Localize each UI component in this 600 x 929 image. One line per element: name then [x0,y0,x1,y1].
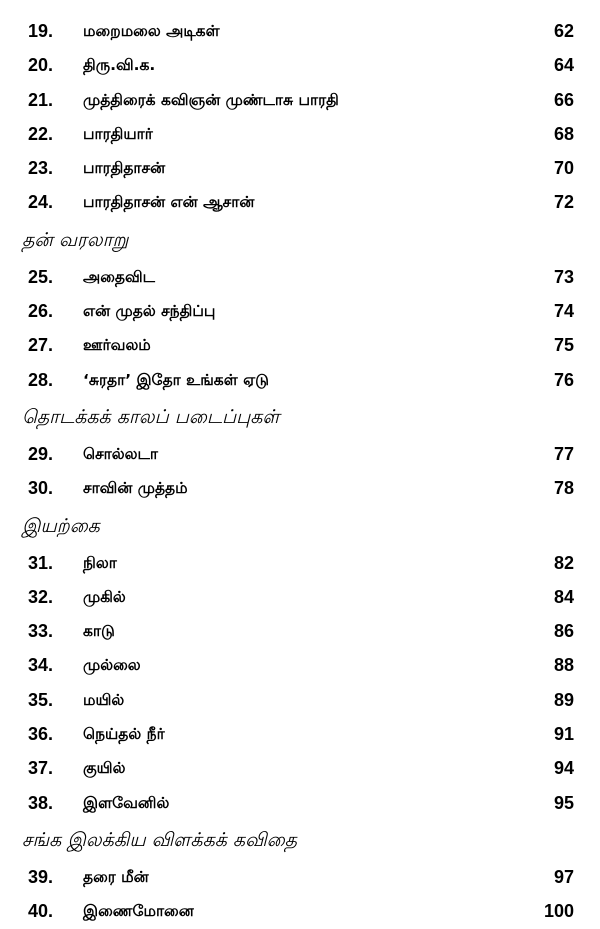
entry-page-number: 68 [553,123,574,144]
entry-title: காடு [83,622,115,641]
entry-title: இணைமோனை [83,902,194,921]
entry-page-number: 64 [553,55,574,76]
section-heading: தன் வரலாறு [22,228,129,251]
entry-number: 38. [28,792,54,813]
entry-page-number: 82 [553,552,574,573]
entry-number: 29. [28,443,54,464]
toc-entry [0,786,600,820]
entry-number: 40. [28,901,54,922]
entry-page-number: 62 [553,21,574,41]
entry-title: சாவின் முத்தம் [83,479,188,498]
entry-title: திரு.வி.க. [83,56,156,75]
toc-entry [0,751,600,785]
entry-number: 25. [28,266,54,287]
entry-number: 37. [28,758,54,779]
entry-page-number: 73 [553,266,574,287]
entry-title: தரை மீன் [83,867,149,886]
entry-page-number: 94 [553,758,574,779]
entry-number: 36. [28,724,54,745]
entry-title: மறைமலை அடிகள் [83,22,220,40]
entry-page-number: 66 [553,89,574,110]
entry-page-number: 97 [553,866,574,887]
entry-number: 22. [28,123,54,144]
entry-title: சொல்லடா [83,444,158,463]
entry-number: 21. [28,89,54,110]
entry-title: ஊர்வலம் [83,336,151,355]
entry-title: ‘சுரதா’ இதோ உங்கள் ஏடு [83,370,269,389]
section-heading: இயற்கை [22,514,100,537]
entry-number: 32. [28,586,54,607]
entry-number: 27. [28,335,54,356]
toc-entry [0,48,600,82]
entry-number: 31. [28,552,54,573]
toc-entry [0,437,600,471]
toc-entry [0,580,600,614]
toc-entry [0,14,600,48]
entry-number: 39. [28,866,54,887]
toc-entry [0,860,600,894]
entry-number: 28. [28,369,54,390]
entry-page-number: 84 [553,586,574,607]
entry-title: என் முதல் சந்திப்பு [83,302,216,321]
table-of-contents [0,14,600,929]
entry-page-number: 77 [553,443,574,464]
toc-entry [0,717,600,751]
toc-entry [0,294,600,328]
toc-entry [0,614,600,648]
entry-number: 26. [28,301,54,322]
entry-title: நெய்தல் நீர் [83,725,165,744]
toc-entry [0,683,600,717]
entry-page-number: 70 [553,158,574,179]
entry-page-number: 78 [553,478,574,499]
entry-number: 23. [28,158,54,179]
entry-number: 33. [28,621,54,642]
entry-page-number: 86 [553,621,574,642]
entry-number: 24. [28,192,54,213]
entry-title: பாரதியார் [83,124,153,143]
entry-title: முல்லை [83,656,141,675]
entry-number: 20. [28,55,54,76]
toc-entry [0,117,600,151]
entry-page-number: 91 [553,724,574,745]
entry-page-number: 100 [543,901,574,922]
entry-title: குயில் [83,759,126,778]
entry-title: இளவேனில் [83,793,170,812]
section-heading: சங்க இலக்கிய விளக்கக் கவிதை [22,828,298,851]
toc-entry [0,151,600,185]
entry-page-number: 89 [553,689,574,710]
entry-page-number: 74 [553,301,574,322]
entry-title: பாரதிதாசன் [83,159,166,178]
entry-title: அதைவிட [83,267,155,286]
entry-page-number: 76 [553,369,574,390]
toc-entry [0,894,600,928]
toc-entry [0,648,600,682]
entry-title: முத்திரைக் கவிஞன் முண்டாசு பாரதி [83,90,339,109]
toc-entry [0,185,600,219]
toc-entry [0,83,600,117]
entry-title: மயில் [83,690,125,709]
entry-title: பாரதிதாசன் என் ஆசான் [83,193,255,212]
entry-number: 35. [28,689,54,710]
entry-title: நிலா [83,553,117,572]
entry-title: முகில் [83,587,126,606]
toc-entry [0,363,600,397]
entry-page-number: 72 [553,192,574,213]
toc-entry [0,471,600,505]
toc-entry [0,260,600,294]
section-heading: தொடக்கக் காலப் படைப்புகள் [22,405,280,428]
entry-number: 34. [28,655,54,676]
entry-number: 19. [28,21,54,41]
entry-page-number: 75 [553,335,574,356]
entry-page-number: 88 [553,655,574,676]
entry-page-number: 95 [553,792,574,813]
entry-number: 30. [28,478,54,499]
toc-entry [0,546,600,580]
toc-entry [0,328,600,362]
